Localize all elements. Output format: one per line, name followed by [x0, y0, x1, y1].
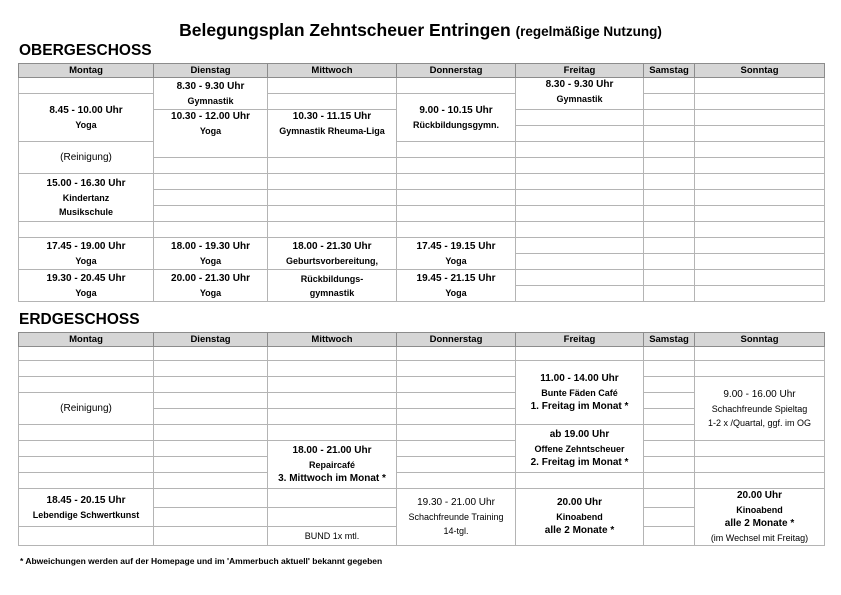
cell — [516, 206, 644, 222]
header-montag: Montag — [19, 333, 154, 347]
cell — [516, 174, 644, 190]
cell — [516, 473, 644, 489]
cell — [644, 361, 695, 377]
cell — [397, 425, 516, 441]
booking-cell — [19, 270, 154, 302]
table-row — [19, 377, 825, 393]
cell — [695, 254, 825, 270]
booking-cell — [516, 489, 644, 546]
header-row — [19, 333, 825, 347]
booking-cell — [397, 270, 516, 302]
cell — [268, 347, 397, 361]
cell — [695, 361, 825, 377]
cell — [19, 473, 154, 489]
cell — [268, 409, 397, 425]
cell — [516, 238, 644, 254]
cell — [644, 409, 695, 425]
header-donnerstag: Donnerstag — [397, 64, 516, 78]
cell — [154, 527, 268, 546]
booking-note: alle 2 Monate * — [724, 518, 795, 529]
booking-time: 9.00 - 16.00 Uhr — [723, 388, 796, 400]
cell — [644, 110, 695, 126]
booking-note: 1. Freitag im Monat * — [530, 400, 629, 412]
cell — [695, 158, 825, 174]
cell — [397, 361, 516, 377]
cell — [268, 222, 397, 238]
booking-name: BUND 1x mtl. — [304, 531, 360, 541]
cell — [268, 425, 397, 441]
booking-time: 19.30 - 21.00 Uhr — [417, 497, 495, 508]
page-title — [0, 20, 841, 41]
booking-time: 10.30 - 11.15 Uhr — [292, 111, 372, 122]
cell — [644, 254, 695, 270]
cell — [154, 206, 268, 222]
table-row — [19, 441, 825, 457]
booking-time: 11.00 - 14.00 Uhr — [540, 372, 619, 384]
booking-cell — [695, 377, 825, 441]
cell — [644, 190, 695, 206]
table-row — [19, 473, 825, 489]
booking-name: Repaircafé — [308, 459, 356, 470]
cell — [397, 190, 516, 206]
header-montag: Montag — [19, 64, 154, 78]
cell — [154, 409, 268, 425]
table-row — [19, 347, 825, 361]
table-row — [19, 238, 825, 254]
booking-name: gymnastik — [309, 287, 355, 298]
booking-time: 9.00 - 10.15 Uhr — [419, 104, 493, 116]
header-donnerstag: Donnerstag — [397, 333, 516, 347]
header-dienstag: Dienstag — [154, 64, 268, 78]
cell — [154, 347, 268, 361]
cell — [644, 142, 695, 158]
cell — [154, 393, 268, 409]
booking-name: Schachfreunde Spieltag — [711, 403, 808, 414]
header-mittwoch: Mittwoch — [268, 333, 397, 347]
cell — [644, 377, 695, 393]
booking-cell — [695, 489, 825, 546]
cell — [268, 158, 397, 174]
booking-cell — [268, 110, 397, 158]
booking-name: Kinoabend — [556, 512, 603, 522]
booking-time: 18.45 - 20.15 Uhr — [46, 494, 126, 506]
cell — [695, 457, 825, 473]
cell — [19, 222, 154, 238]
cell — [695, 174, 825, 190]
booking-time: 17.45 - 19.00 Uhr — [46, 240, 126, 252]
cell — [695, 347, 825, 361]
booking-time: 20.00 Uhr — [736, 490, 783, 501]
cell — [695, 473, 825, 489]
table-row — [19, 222, 825, 238]
header-samstag: Samstag — [644, 64, 695, 78]
section-heading-erdgeschoss: ERDGESCHOSS — [19, 311, 140, 328]
cell — [19, 347, 154, 361]
cell — [154, 473, 268, 489]
booking-time: 19.30 - 20.45 Uhr — [46, 272, 126, 284]
booking-name: Yoga — [445, 255, 467, 266]
cell — [397, 457, 516, 473]
cell — [19, 361, 154, 377]
schedule-table-erdgeschoss — [18, 332, 825, 546]
cell — [516, 110, 644, 126]
cell — [644, 94, 695, 110]
table-row — [19, 270, 825, 286]
cell — [695, 441, 825, 457]
booking-time: 20.00 - 21.30 Uhr — [171, 272, 250, 284]
booking-cell — [19, 142, 154, 174]
booking-time: 8.30 - 9.30 Uhr — [545, 79, 614, 90]
cell — [154, 174, 268, 190]
cell — [397, 473, 516, 489]
cell — [154, 222, 268, 238]
table-row — [19, 78, 825, 94]
table-row — [19, 174, 825, 190]
cell — [516, 254, 644, 270]
booking-note: 3. Mittwoch im Monat * — [278, 472, 386, 484]
header-freitag: Freitag — [516, 333, 644, 347]
cell — [644, 174, 695, 190]
cell — [268, 190, 397, 206]
booking-cell — [268, 441, 397, 489]
header-row — [19, 64, 825, 78]
cell — [516, 126, 644, 142]
cell — [268, 361, 397, 377]
booking-name: Yoga — [199, 255, 222, 266]
booking-name: Musikschule — [58, 206, 114, 217]
booking-cell — [19, 94, 154, 142]
cell — [644, 347, 695, 361]
cell — [19, 441, 154, 457]
booking-name: (Reinigung) — [60, 151, 112, 163]
table-row — [19, 457, 825, 473]
cell — [154, 377, 268, 393]
title-subtitle: (regelmäßige Nutzung) — [515, 24, 662, 39]
booking-cell — [268, 270, 397, 302]
cell — [516, 347, 644, 361]
cell — [268, 508, 397, 527]
cell — [644, 126, 695, 142]
booking-cell — [516, 78, 644, 110]
cell — [268, 377, 397, 393]
cell — [644, 508, 695, 527]
booking-time: 18.00 - 19.30 Uhr — [171, 240, 250, 252]
booking-cell — [516, 361, 644, 425]
booking-name: Kinoabend — [736, 505, 783, 515]
booking-name: Bunte Fäden Café — [541, 387, 618, 398]
cell — [644, 473, 695, 489]
booking-name: Gymnastik — [556, 94, 603, 104]
cell — [397, 393, 516, 409]
cell — [268, 94, 397, 110]
cell — [397, 377, 516, 393]
booking-name: Gymnastik Rheuma-Liga — [279, 126, 385, 136]
cell — [644, 222, 695, 238]
cell — [19, 527, 154, 546]
booking-cell — [154, 78, 268, 110]
booking-cell — [19, 489, 154, 527]
booking-time: 19.45 - 21.15 Uhr — [416, 272, 496, 284]
cell — [268, 393, 397, 409]
booking-note: 2. Freitag im Monat * — [530, 456, 629, 468]
booking-cell — [268, 527, 397, 546]
booking-name: Yoga — [75, 287, 97, 298]
cell — [154, 457, 268, 473]
table-row — [19, 489, 825, 508]
booking-time: ab 19.00 Uhr — [549, 428, 610, 440]
cell — [154, 361, 268, 377]
booking-cell — [154, 238, 268, 270]
booking-name: Yoga — [199, 287, 222, 298]
booking-cell — [397, 489, 516, 546]
booking-name: Rückbildungsgymn. — [412, 119, 499, 130]
schedule-table-obergeschoss — [18, 63, 825, 302]
booking-name: Lebendige Schwertkunst — [32, 509, 140, 520]
cell — [154, 441, 268, 457]
table-row — [19, 142, 825, 158]
booking-cell — [268, 238, 397, 270]
cell — [695, 142, 825, 158]
cell — [397, 441, 516, 457]
cell — [19, 457, 154, 473]
cell — [268, 489, 397, 508]
booking-time: 10.30 - 12.00 Uhr — [171, 111, 250, 122]
booking-name: Yoga — [75, 255, 97, 266]
cell — [154, 508, 268, 527]
booking-note: alle 2 Monate * — [544, 525, 615, 536]
booking-name: Offene Zehntscheuer — [534, 443, 625, 454]
booking-time: 18.00 - 21.00 Uhr — [292, 444, 372, 456]
cell — [397, 158, 516, 174]
booking-cell — [19, 174, 154, 222]
cell — [268, 206, 397, 222]
cell — [695, 110, 825, 126]
cell — [516, 222, 644, 238]
header-mittwoch: Mittwoch — [268, 64, 397, 78]
booking-cell — [397, 238, 516, 270]
cell — [397, 78, 516, 94]
cell — [644, 441, 695, 457]
cell — [397, 347, 516, 361]
booking-name: Kindertanz — [62, 192, 110, 203]
cell — [154, 425, 268, 441]
cell — [397, 222, 516, 238]
booking-name: (Reinigung) — [60, 402, 112, 414]
cell — [644, 489, 695, 508]
cell — [516, 286, 644, 302]
booking-cell — [19, 393, 154, 425]
header-sonntag: Sonntag — [695, 333, 825, 347]
booking-cell — [516, 425, 644, 473]
booking-note: 1-2 x /Quartal, ggf. im OG — [707, 417, 812, 428]
cell — [695, 270, 825, 286]
booking-name: Geburtsvorbereitung, — [285, 255, 378, 266]
cell — [695, 286, 825, 302]
cell — [516, 190, 644, 206]
booking-cell — [154, 270, 268, 302]
cell — [516, 158, 644, 174]
cell — [644, 393, 695, 409]
booking-name: Yoga — [75, 119, 97, 130]
cell — [644, 527, 695, 546]
footnote: * Abweichungen werden auf der Homepage und im 'Ammerbuch aktuell' bekannt gegeben — [20, 556, 383, 566]
cell — [516, 142, 644, 158]
booking-note: 14-tgl. — [443, 526, 469, 536]
section-heading-obergeschoss: OBERGESCHOSS — [19, 42, 152, 59]
cell — [397, 206, 516, 222]
booking-time: 17.45 - 19.15 Uhr — [416, 240, 496, 252]
booking-name: Schachfreunde Training — [408, 512, 504, 522]
cell — [644, 238, 695, 254]
cell — [154, 489, 268, 508]
cell — [695, 78, 825, 94]
header-dienstag: Dienstag — [154, 333, 268, 347]
cell — [644, 457, 695, 473]
cell — [644, 78, 695, 94]
cell — [154, 190, 268, 206]
cell — [695, 238, 825, 254]
cell — [644, 286, 695, 302]
booking-time: 20.00 Uhr — [556, 497, 603, 508]
booking-time: 8.30 - 9.30 Uhr — [176, 80, 245, 92]
table-row — [19, 94, 825, 110]
cell — [695, 222, 825, 238]
cell — [397, 142, 516, 158]
cell — [644, 206, 695, 222]
cell — [19, 425, 154, 441]
table-row — [19, 361, 825, 377]
booking-name: Gymnastik — [187, 95, 234, 106]
cell — [644, 158, 695, 174]
booking-time: 8.45 - 10.00 Uhr — [49, 104, 123, 116]
booking-time: 15.00 - 16.30 Uhr — [46, 177, 126, 189]
title-main: Belegungsplan Zehntscheuer Entringen — [179, 20, 511, 40]
header-samstag: Samstag — [644, 333, 695, 347]
cell — [644, 425, 695, 441]
booking-cell — [154, 110, 268, 158]
cell — [397, 409, 516, 425]
header-freitag: Freitag — [516, 64, 644, 78]
booking-name: Rückbildungs- — [300, 273, 364, 284]
cell — [397, 174, 516, 190]
cell — [695, 206, 825, 222]
cell — [19, 377, 154, 393]
booking-name: Yoga — [199, 126, 222, 136]
booking-cell — [19, 238, 154, 270]
booking-cell — [397, 94, 516, 142]
cell — [695, 190, 825, 206]
cell — [154, 158, 268, 174]
cell — [19, 78, 154, 94]
cell — [516, 270, 644, 286]
cell — [644, 270, 695, 286]
booking-time: 18.00 - 21.30 Uhr — [292, 240, 372, 252]
cell — [268, 78, 397, 94]
booking-note: (im Wechsel mit Freitag) — [710, 533, 809, 543]
cell — [268, 174, 397, 190]
cell — [695, 94, 825, 110]
header-sonntag: Sonntag — [695, 64, 825, 78]
booking-name: Yoga — [445, 287, 467, 298]
cell — [695, 126, 825, 142]
